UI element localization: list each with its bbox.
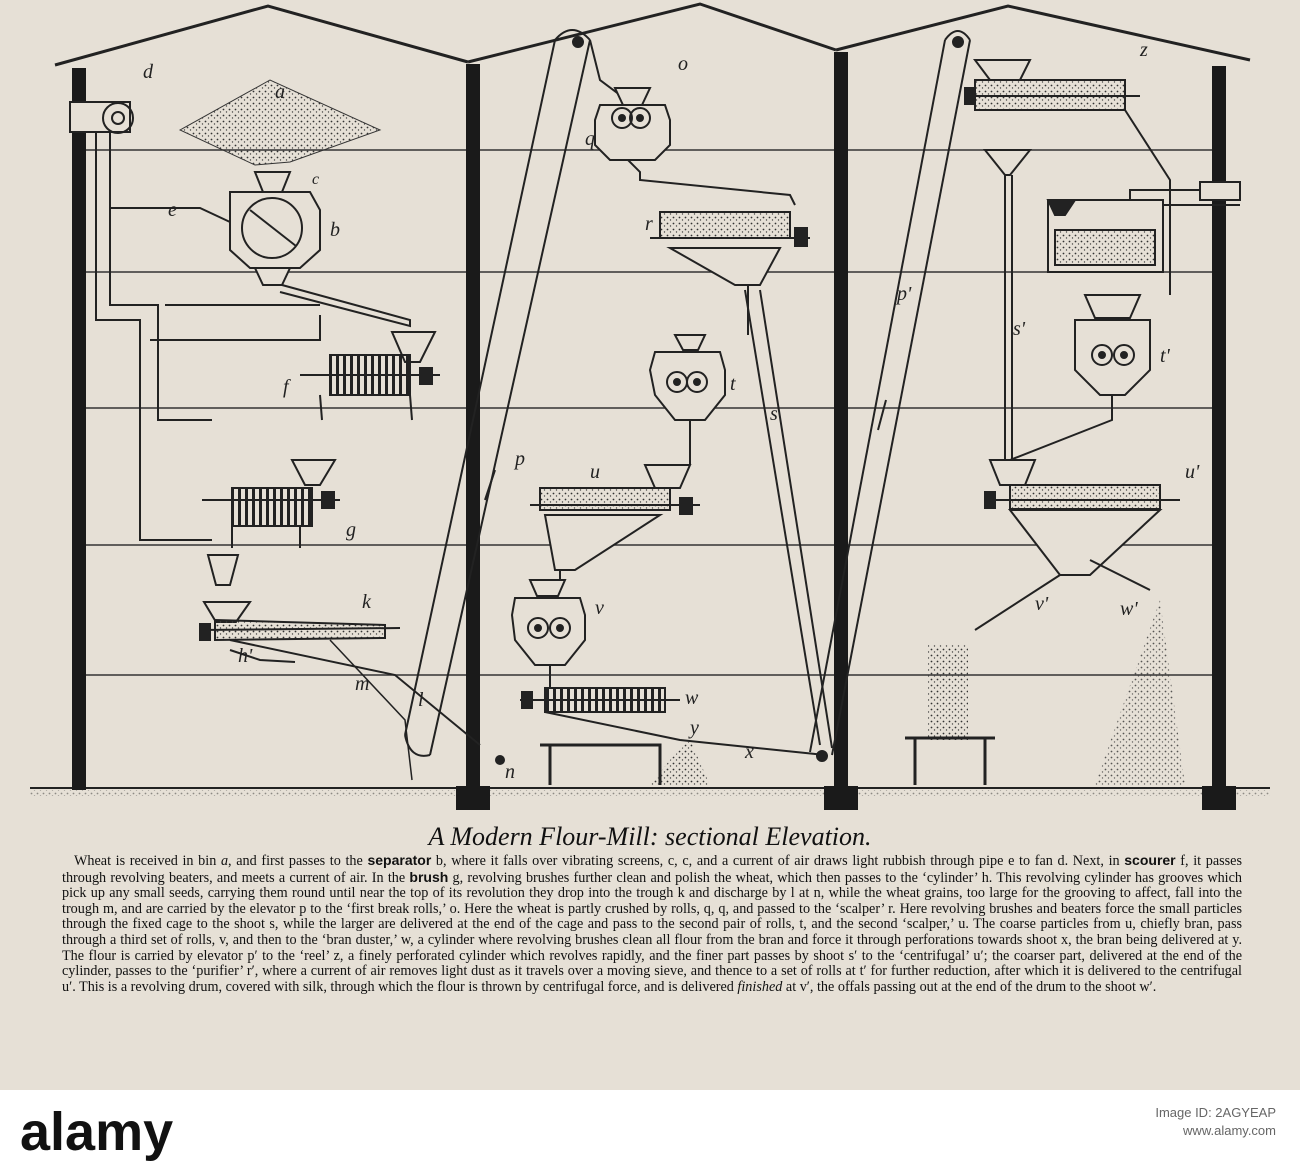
- label-y: y: [690, 717, 699, 739]
- label-g: g: [346, 519, 356, 541]
- shoot-s: [745, 290, 832, 748]
- label-s-prime: s': [1013, 318, 1026, 340]
- desc-text-6: at v′, the offals passing out at the end of the drum to the shoot w′.: [782, 978, 1157, 995]
- desc-text-1: Wheat is received in bin: [74, 853, 221, 869]
- label-n: n: [505, 761, 515, 783]
- label-b: b: [330, 219, 340, 241]
- label-s: s: [770, 403, 778, 425]
- watermark-bar: [0, 1090, 1300, 1172]
- scalper-r: [650, 212, 810, 335]
- label-m: m: [355, 673, 370, 695]
- label-w-prime: w': [1120, 598, 1138, 620]
- fan-d-and-pipe: [70, 102, 320, 540]
- label-q: q: [585, 128, 595, 150]
- label-h: h': [238, 645, 253, 667]
- scalper-u: [530, 465, 700, 590]
- label-e: e: [168, 199, 177, 221]
- label-t: t: [730, 373, 736, 395]
- figure-description: [62, 853, 1242, 995]
- purifier-r-prime: [1048, 182, 1240, 272]
- alamy-brand-text: alamy: [20, 1102, 174, 1162]
- label-x: x: [745, 741, 754, 763]
- label-v-prime: v': [1035, 593, 1049, 615]
- desc-keyword-brush: brush: [409, 868, 449, 885]
- desc-text-5: g, revolving brushes further clean and polish the wheat, which then passes to the ‘cylinder’ h. This revolving cylinder has grooves which pick up any small seeds, carrying them round until near the top of its revolution they drop into the trough k and discharge by l at n, while the wheat grains, too large for the grooving to affect, fall into the trough m, and are carried by the elevator p to the ‘first break rolls,’ o. Here the wheat is partly crushed by rolls, q, q, and passed to the ‘scalper’ r. Here revolving brushes and beaters force the small particles through the fixed cage to the shoot s, while the larger are delivered at the end of the cage and pass to the second pair of rolls, t, and the second ‘scalper,’ u. The coarse particles from u, chiefly bran, pass through a third set of rolls, v, and then to the ‘bran duster,’ w, a cylinder where revolving brushes clean all flour from the bran and force it through perforations towards shoot x, the bran being delivered at y. The flour is carried by elevator p′ to the ‘reel’ z, a finely perforated cylinder which revolves rapidly, and the finer part passes by shoot s′ to the ‘centrifugal’ u′; the coarser part, delivered at the end of the cylinder, passes to the ‘purifier’ r′, where a current of air removes light dust as it travels over a moving sieve, and thence to a set of rolls at t′ for further reduction, after which it is delivered to the centrifugal u′. This is a revolving drum, covered with silk, through which the flour is thrown by centrifugal force, and is delivered: [62, 869, 1242, 995]
- desc-keyword-separator: separator: [367, 852, 432, 868]
- site-url: www.alamy.com: [1183, 1123, 1276, 1138]
- figure-caption: A Modern Flour-Mill: sectional Elevation.: [428, 822, 872, 851]
- label-p-prime: p': [897, 283, 912, 305]
- roof-lines: [55, 4, 1250, 65]
- label-w: w: [685, 687, 699, 709]
- rolls-t-prime: [1010, 295, 1150, 460]
- label-t-prime: t': [1160, 345, 1170, 367]
- desc-italic-finished: finished: [737, 978, 783, 995]
- rolls-o: [595, 88, 795, 205]
- label-a: a: [275, 81, 285, 103]
- desc-text-2: , and first passes to the: [228, 853, 368, 869]
- label-c: c: [312, 171, 320, 188]
- label-v: v: [595, 597, 604, 619]
- alamy-logo: [20, 1102, 260, 1162]
- label-u-prime: u': [1185, 461, 1200, 483]
- rolls-t: [650, 335, 725, 465]
- label-f: f: [283, 376, 289, 398]
- label-u: u: [590, 461, 600, 483]
- label-d: d: [143, 61, 153, 83]
- watermark-info: [1155, 1104, 1276, 1140]
- flour-sack: [905, 600, 1185, 785]
- scourer-f: [300, 332, 440, 420]
- rolls-v: [512, 580, 585, 688]
- label-p: p: [515, 448, 525, 470]
- bran-duster-w: [520, 688, 825, 785]
- desc-text-3: b, where it falls over vibrating screens, c, c, and a current of air draws light rubbish through pipe e to fan d. Next, in: [431, 853, 1125, 869]
- label-o: o: [678, 53, 688, 75]
- desc-italic-a: a: [220, 853, 229, 869]
- brush-g: [202, 460, 340, 585]
- label-z: z: [1140, 39, 1148, 61]
- ground: [30, 788, 1270, 796]
- image-id: Image ID: 2AGYEAP: [1155, 1105, 1276, 1120]
- desc-text-4: f, it passes through revolving beaters, and meets a current of air. In the: [62, 853, 1242, 886]
- label-r: r: [645, 213, 653, 235]
- label-l: l: [418, 689, 424, 711]
- separator-b: [230, 172, 410, 326]
- desc-keyword-scourer: scourer: [1124, 852, 1176, 868]
- label-k: k: [362, 591, 371, 613]
